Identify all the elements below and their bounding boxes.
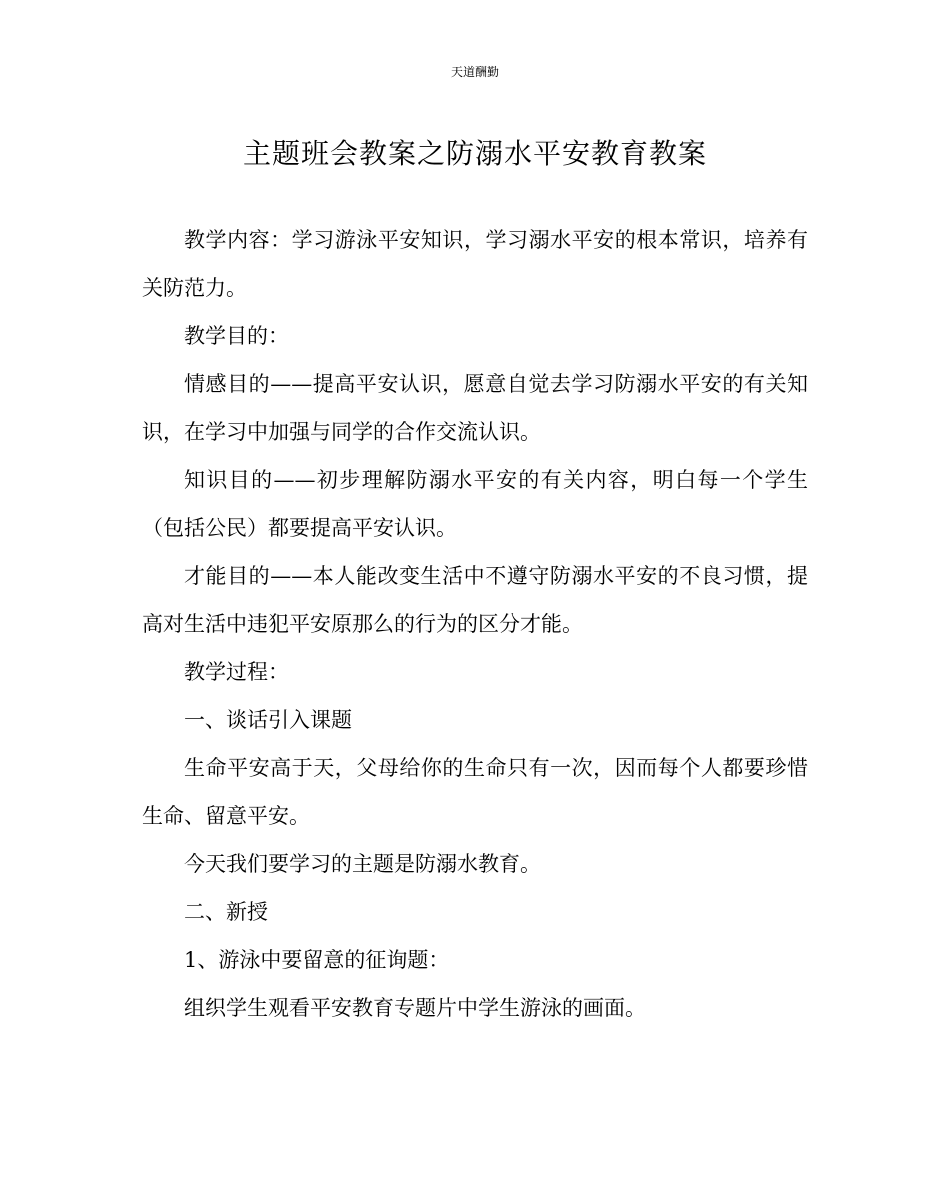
paragraph-life-safety: 生命平安高于天，父母给你的生命只有一次，因而每个人都要珍惜生命、留意平安。: [142, 756, 808, 828]
page-header: 天道酬勤: [450, 65, 499, 79]
paragraph-teaching-goals-heading: 教学目的：: [184, 324, 289, 348]
paragraph-section-one-heading: 一、谈话引入课题: [184, 708, 352, 732]
paragraph-section-two-heading: 二、新授: [184, 900, 268, 924]
paragraph-swimming-questions: 1、游泳中要留意的征询题：: [184, 948, 450, 972]
document-title: 主题班会教案之防溺水平安教育教案: [242, 137, 707, 170]
paragraph-ability-goal: 才能目的——本人能改变生活中不遵守防溺水平安的不良习惯，提高对生活中违犯平安原那么的行为的区分才能。: [142, 564, 808, 636]
paragraph-watch-video: 组织学生观看平安教育专题片中学生游泳的画面。: [184, 996, 646, 1020]
paragraph-knowledge-goal: 知识目的——初步理解防溺水平安的有关内容，明白每一个学生（包括公民）都要提高平安认识。: [142, 468, 808, 540]
paragraph-emotional-goal: 情感目的——提高平安认识，愿意自觉去学习防溺水平安的有关知识，在学习中加强与同学的合作交流认识。: [142, 372, 808, 444]
document-body: [142, 216, 808, 1032]
paragraph-teaching-content: 教学内容：学习游泳平安知识，学习溺水平安的根本常识，培养有关防范力。: [142, 228, 808, 300]
paragraph-today-topic: 今天我们要学习的主题是防溺水教育。: [184, 852, 541, 876]
paragraph-teaching-process-heading: 教学过程：: [184, 660, 289, 684]
